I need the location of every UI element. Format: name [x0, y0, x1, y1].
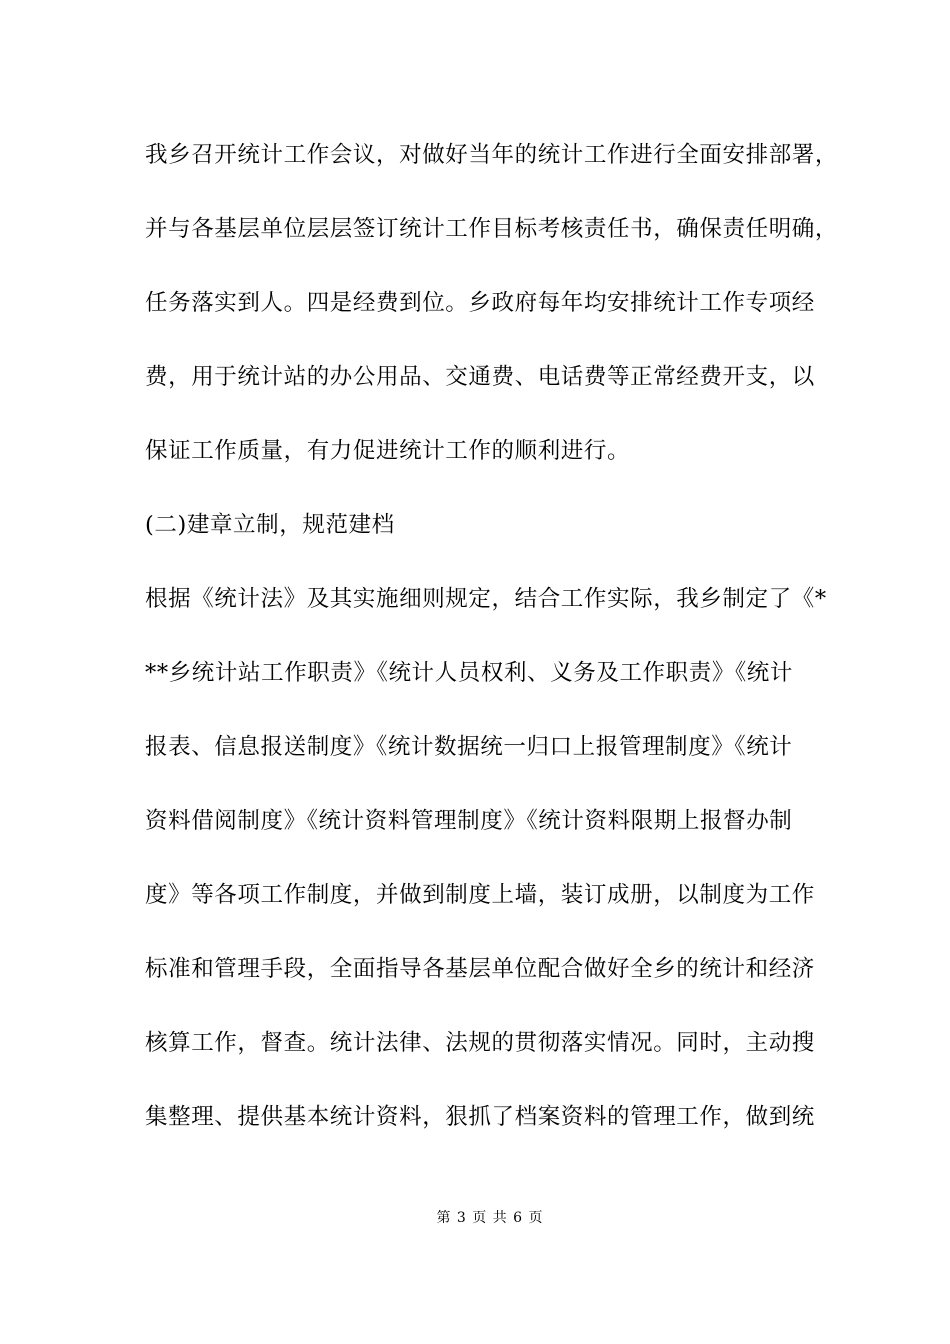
text-line: 集整理、提供基本统计资料，狠抓了档案资料的管理工作，做到统	[145, 1104, 815, 1130]
page-footer	[0, 1208, 950, 1228]
text-line: 根据《统计法》及其实施细则规定，结合工作实际，我乡制定了《*	[145, 586, 827, 612]
text-line: 保证工作质量，有力促进统计工作的顺利进行。	[145, 438, 631, 464]
text-line: 并与各基层单位层层签订统计工作目标考核责任书，确保责任明确，	[145, 216, 839, 242]
text-line: 度》等各项工作制度，并做到制度上墙，装订成册，以制度为工作	[145, 882, 815, 908]
page-number: 第 3 页 共 6 页	[436, 1210, 544, 1226]
section-heading: (二)建章立制，规范建档	[145, 512, 395, 538]
text-line: 报表、信息报送制度》《统计数据统一归口上报管理制度》《统计	[145, 734, 793, 760]
text-line: 任务落实到人。四是经费到位。乡政府每年均安排统计工作专项经	[145, 290, 815, 316]
text-line: 我乡召开统计工作会议，对做好当年的统计工作进行全面安排部署，	[145, 142, 839, 168]
text-line: 标准和管理手段，全面指导各基层单位配合做好全乡的统计和经济	[145, 956, 815, 982]
text-line: 费，用于统计站的办公用品、交通费、电话费等正常经费开支，以	[145, 364, 815, 390]
text-line: 资料借阅制度》《统计资料管理制度》《统计资料限期上报督办制	[145, 808, 793, 834]
text-line: **乡统计站工作职责》《统计人员权利、义务及工作职责》《统计	[145, 660, 794, 686]
text-line: 核算工作，督查。统计法律、法规的贯彻落实情况。同时，主动搜	[145, 1030, 815, 1056]
